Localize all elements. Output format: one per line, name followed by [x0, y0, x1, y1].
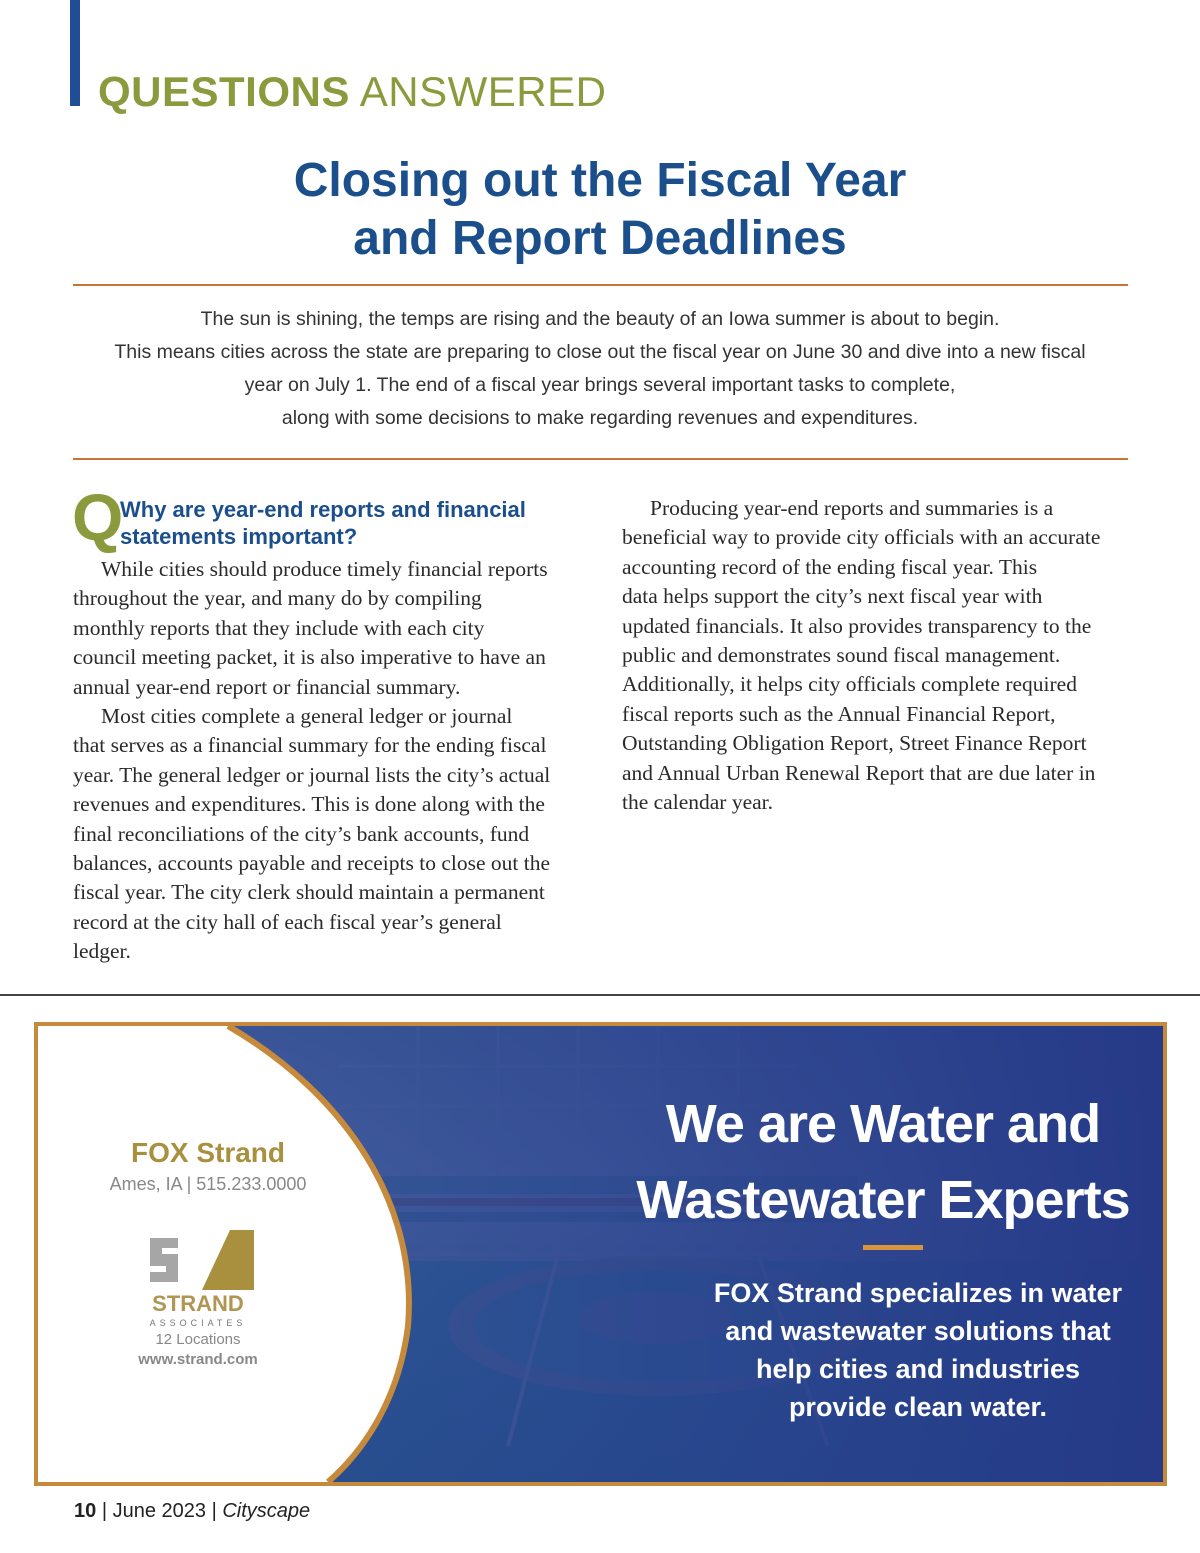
intro-line: along with some decisions to make regarding revenues and expenditures.	[281, 407, 919, 429]
ad-body-line: FOX Strand specializes in water	[713, 1278, 1123, 1308]
right-column	[622, 494, 1137, 817]
text-line: balances, accounts payable and receipts to close out the	[73, 851, 550, 876]
text-line: that serves as a financial summary for the ending fiscal	[73, 733, 547, 758]
text-line: Additionally, it helps city officials complete required	[622, 672, 1077, 697]
right-paragraph-1	[622, 494, 1137, 817]
text-line: fiscal reports such as the Annual Financial Report,	[622, 701, 1056, 726]
text-line: Outstanding Obligation Report, Street Finance Report	[622, 731, 1087, 756]
section-accent-bar	[70, 0, 80, 106]
ad-body-line: help cities and industries	[755, 1354, 1081, 1384]
ad-headline-line-2: Wastewater Experts	[636, 1170, 1130, 1230]
text-line: record at the city hall of each fiscal year’s general	[73, 909, 502, 934]
intro-line: year on July 1. The end of a fiscal year brings several important tasks to complete,	[244, 374, 956, 396]
ad-company-name: FOX Strand	[130, 1137, 285, 1168]
text-line: updated financials. It also provides transparency to the	[622, 613, 1092, 638]
page-divider	[0, 994, 1200, 996]
left-column	[73, 555, 588, 967]
ad-website-link[interactable]: www.strand.com	[138, 1351, 258, 1368]
ad-headline-line-1: We are Water and	[665, 1094, 1101, 1154]
strand-logo-mark	[148, 1230, 254, 1290]
text-line: Most cities complete a general ledger or journal	[101, 704, 513, 729]
intro-line: This means cities across the state are preparing to close out the fiscal year on June 30 and dive into a new fiscal	[114, 341, 1086, 363]
article-headline	[0, 152, 1200, 268]
intro-divider	[73, 458, 1128, 460]
page-footer: 10 | June 2023 | Cityscape	[74, 1500, 311, 1522]
section-title	[98, 66, 606, 118]
ad-body-line: and wastewater solutions that	[725, 1316, 1111, 1346]
left-paragraph-1	[73, 555, 588, 702]
text-line: fiscal year. The city clerk should maintain a permanent	[73, 880, 545, 905]
text-line: public and demonstrates sound fiscal management.	[622, 643, 1061, 668]
section-title-light: ANSWERED	[359, 68, 607, 115]
text-line: annual year-end report or financial summary.	[73, 674, 461, 699]
text-line: year. The general ledger or journal lists the city’s actual	[73, 762, 551, 787]
question-line-2: statements important?	[120, 524, 358, 549]
ad-logo-subtitle: ASSOCIATES	[149, 1318, 247, 1328]
intro-paragraph	[60, 303, 1140, 435]
text-line: the calendar year.	[622, 790, 774, 815]
advertisement-banner[interactable]	[34, 1022, 1167, 1486]
magazine-name: Cityscape	[222, 1500, 311, 1522]
text-line: throughout the year, and many do by compiling	[73, 586, 482, 611]
text-line: and Annual Urban Renewal Report that are due later in	[622, 760, 1096, 785]
text-line: accounting record of the ending fiscal year. This	[622, 554, 1038, 579]
text-line: ledger.	[73, 939, 131, 964]
ad-logo-name: STRAND	[152, 1291, 244, 1316]
ad-body-line: provide clean water.	[788, 1392, 1048, 1422]
headline-line-1: Closing out the Fiscal Year	[293, 154, 907, 207]
text-line: monthly reports that they include with each city	[73, 615, 485, 640]
text-line: beneficial way to provide city officials with an accurate	[622, 525, 1101, 550]
text-line: final reconciliations of the city’s bank accounts, fund	[73, 821, 530, 846]
question-line-1: Why are year-end reports and financial	[120, 497, 526, 522]
issue-date: June 2023	[112, 1500, 206, 1522]
ad-contact: Ames, IA | 515.233.0000	[109, 1174, 307, 1194]
question-drop-letter: Q	[72, 480, 124, 554]
headline-line-2: and Report Deadlines	[353, 212, 847, 265]
top-divider	[73, 284, 1128, 286]
text-line: data helps support the city’s next fiscal year with	[622, 584, 1043, 609]
ad-headline	[618, 1086, 1148, 1238]
text-line: council meeting packet, it is also imperative to have an	[73, 645, 546, 670]
question-heading	[120, 496, 580, 550]
ad-accent-line	[863, 1245, 923, 1250]
page-number: 10	[74, 1500, 97, 1522]
left-paragraph-2	[73, 702, 588, 967]
text-line: revenues and expenditures. This is done along with the	[73, 792, 545, 817]
ad-body-text	[683, 1274, 1153, 1426]
text-line: Producing year-end reports and summaries is a	[650, 496, 1054, 520]
intro-line: The sun is shining, the temps are rising and the beauty of an Iowa summer is about to begin.	[200, 308, 1000, 330]
ad-locations: 12 Locations	[155, 1331, 241, 1348]
text-line: While cities should produce timely financial reports	[101, 557, 548, 581]
section-title-bold: QUESTIONS	[98, 68, 350, 115]
